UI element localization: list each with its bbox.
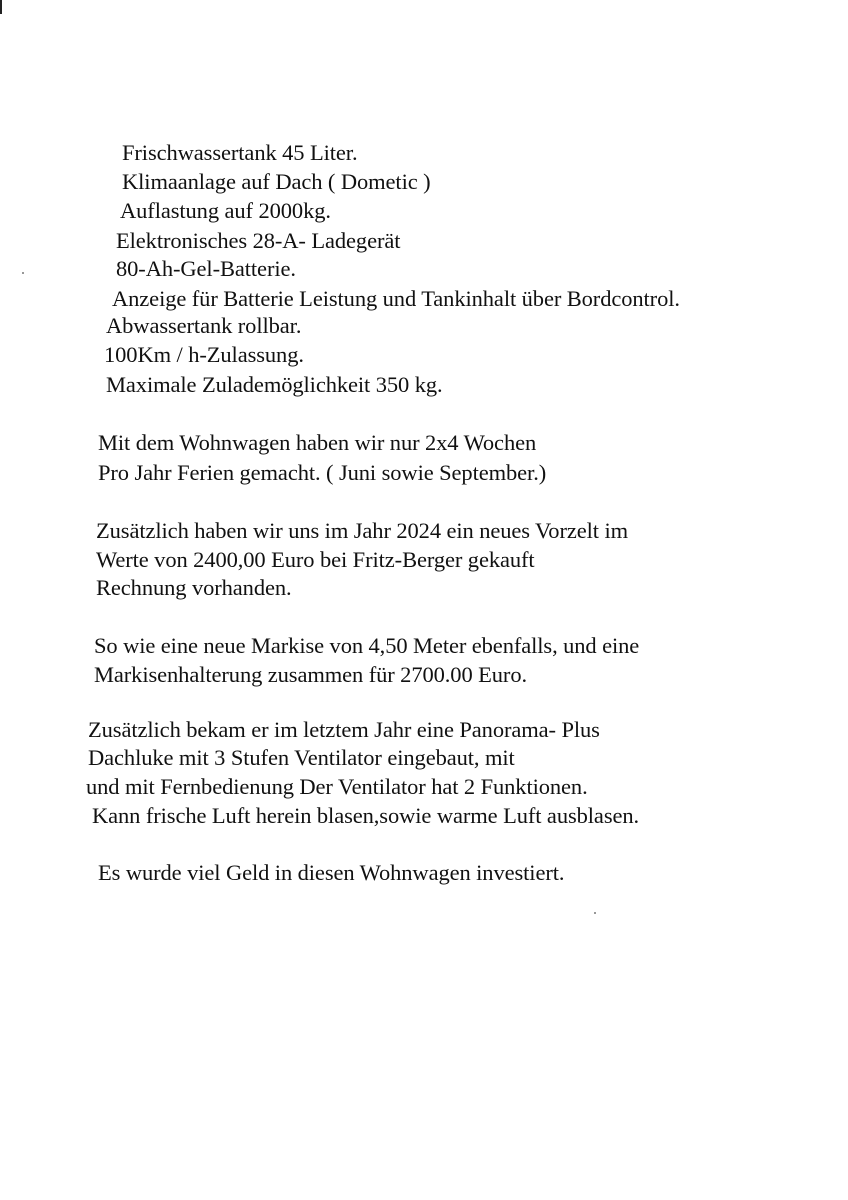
paragraph-line: und mit Fernbedienung Der Ventilator hat 2 Funktionen. (86, 774, 588, 799)
scan-edge-mark (0, 0, 2, 14)
paragraph-line: Markisenhalterung zusammen für 2700.00 Euro. (94, 662, 527, 687)
scan-speck (22, 272, 24, 274)
feature-item: Abwassertank rollbar. (106, 313, 302, 338)
paragraph-line: Dachluke mit 3 Stufen Ventilator eingebaut, mit (88, 745, 515, 770)
closing-statement: Es wurde viel Geld in diesen Wohnwagen investiert. (98, 860, 565, 885)
paragraph-line: Pro Jahr Ferien gemacht. ( Juni sowie September.) (98, 460, 547, 485)
feature-item: Auflastung auf 2000kg. (120, 198, 331, 223)
scan-speck (594, 912, 596, 914)
feature-item: Maximale Zulademöglichkeit 350 kg. (106, 372, 443, 397)
paragraph-line: Rechnung vorhanden. (96, 575, 292, 600)
paragraph-line: Zusätzlich bekam er im letztem Jahr eine Panorama- Plus (88, 717, 600, 742)
feature-item: 80-Ah-Gel-Batterie. (116, 256, 296, 281)
feature-item: Elektronisches 28-A- Ladegerät (116, 228, 401, 253)
feature-item: Anzeige für Batterie Leistung und Tankinhalt über Bordcontrol. (112, 286, 680, 311)
paragraph-line: Werte von 2400,00 Euro bei Fritz-Berger gekauft (96, 547, 535, 572)
feature-item: 100Km / h-Zulassung. (104, 342, 304, 367)
paragraph-line: Zusätzlich haben wir uns im Jahr 2024 ein neues Vorzelt im (96, 518, 629, 543)
feature-item: Klimaanlage auf Dach ( Dometic ) (122, 169, 431, 194)
feature-item: Frischwassertank 45 Liter. (122, 140, 358, 165)
paragraph-line: Kann frische Luft herein blasen,sowie warme Luft ausblasen. (92, 803, 640, 828)
paragraph-line: So wie eine neue Markise von 4,50 Meter ebenfalls, und eine (94, 633, 640, 658)
paragraph-line: Mit dem Wohnwagen haben wir nur 2x4 Wochen (98, 430, 537, 455)
